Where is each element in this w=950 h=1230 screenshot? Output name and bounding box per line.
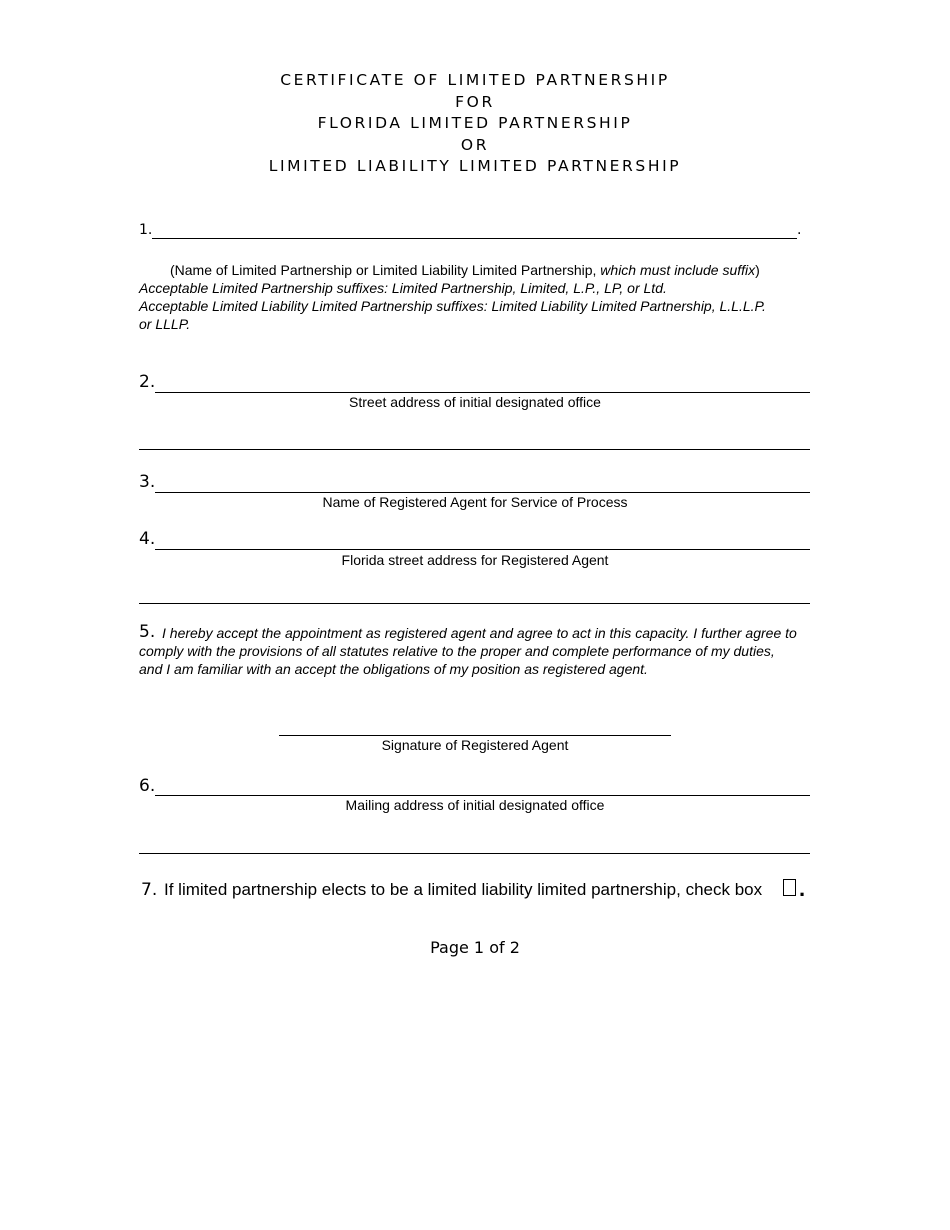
agent-acceptance-text-2: comply with the provisions of all statutes relative to the proper and complete performance of my duties, (139, 643, 775, 659)
partnership-name-underline (152, 238, 797, 239)
caption-italic: which must include suffix (600, 262, 756, 278)
agent-acceptance-text-1: I hereby accept the appointment as registered agent and agree to act in this capacity. I further agree to (162, 625, 797, 641)
street-address-underline (155, 392, 810, 393)
registered-agent-name-underline (155, 492, 810, 493)
item-1-period: . (797, 222, 802, 238)
agent-signature-caption: Signature of Registered Agent (381, 737, 569, 753)
street-address-line-2-field[interactable] (139, 431, 812, 449)
mailing-address-underline (155, 795, 810, 796)
agent-address-line-2-field[interactable] (139, 585, 812, 603)
street-address-caption: Street address of initial designated office (349, 394, 601, 410)
agent-signature-underline (279, 735, 671, 736)
mailing-address-caption: Mailing address of initial designated office (345, 797, 605, 813)
mailing-address-line-2-underline (139, 853, 810, 854)
lllp-election-text: If limited partnership elects to be a limited liability limited partnership, check box (164, 880, 763, 899)
item-4-number: 4. (139, 529, 156, 549)
lllp-suffixes-note: Acceptable Limited Liability Limited Partnership suffixes: Limited Liability Limited Partnership, L.L.L.P. (139, 298, 766, 314)
street-address-line-2-underline (139, 449, 810, 450)
partnership-name-field[interactable] (152, 220, 800, 238)
title-line-5: LIMITED LIABILITY LIMITED PARTNERSHIP (268, 157, 682, 175)
agent-acceptance-text-3: and I am familiar with an accept the obligations of my position as registered agent. (139, 661, 648, 677)
agent-address-field[interactable] (155, 531, 813, 549)
title-line-1: CERTIFICATE OF LIMITED PARTNERSHIP (280, 71, 670, 89)
partnership-name-caption (170, 262, 760, 278)
caption-plain: (Name of Limited Partnership or Limited Liability Limited Partnership, (170, 262, 601, 278)
item-2-number: 2. (139, 372, 156, 392)
item-6-number: 6. (139, 776, 156, 796)
registered-agent-name-field[interactable] (155, 474, 813, 492)
page-number: Page 1 of 2 (430, 938, 520, 957)
caption-close: ) (755, 262, 760, 278)
lllp-election-checkbox[interactable] (783, 879, 796, 896)
agent-address-underline (155, 549, 810, 550)
mailing-address-field[interactable] (155, 777, 813, 795)
item-7-period: . (799, 876, 806, 901)
agent-signature-field[interactable] (279, 717, 673, 735)
street-address-field[interactable] (155, 374, 813, 392)
item-3-number: 3. (139, 472, 156, 492)
lllp-suffixes-note-cont: or LLLP. (139, 316, 191, 332)
lp-suffixes-note: Acceptable Limited Partnership suffixes: Limited Partnership, Limited, L.P., LP, or Ltd. (139, 280, 667, 296)
mailing-address-line-2-field[interactable] (139, 835, 812, 853)
item-7-number: 7. (141, 880, 158, 900)
agent-address-line-2-underline (139, 603, 810, 604)
registered-agent-name-caption: Name of Registered Agent for Service of Process (322, 494, 628, 510)
title-line-2: FOR (455, 93, 495, 111)
title-line-4: OR (460, 136, 490, 154)
title-line-3: FLORIDA LIMITED PARTNERSHIP (317, 114, 633, 132)
item-1-number: 1. (139, 222, 153, 238)
item-5-number: 5. (139, 622, 156, 642)
agent-address-caption: Florida street address for Registered Agent (341, 552, 609, 568)
